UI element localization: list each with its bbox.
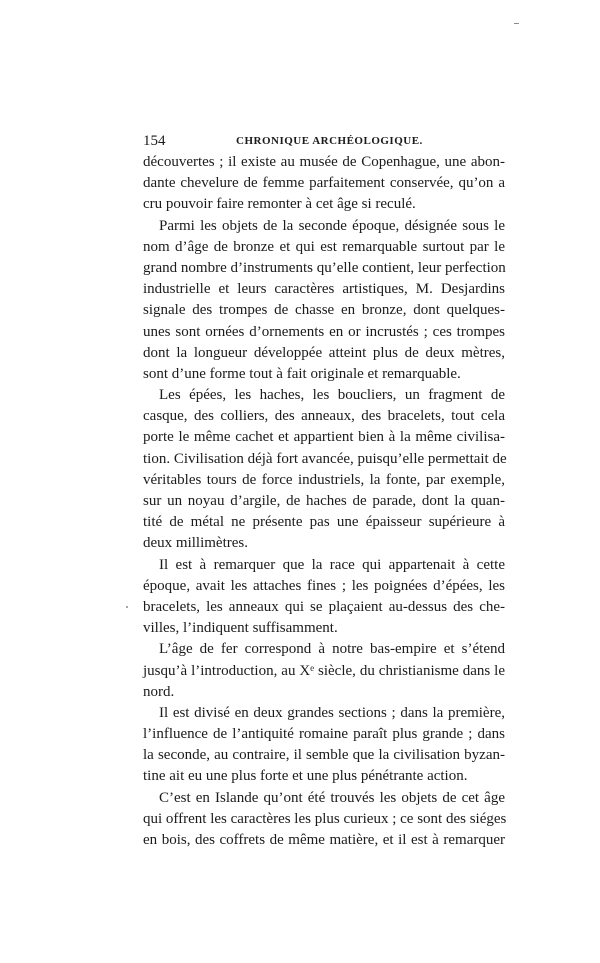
- text-line: découvertes ; il existe au musée de Copenhague, une abon-: [143, 154, 505, 170]
- page-mark: [514, 23, 519, 24]
- text-line: tion. Civilisation déjà fort avancée, puisqu’elle permettait de: [143, 450, 507, 467]
- running-title: CHRONIQUE ARCHÉOLOGIQUE.: [236, 135, 423, 147]
- text-line: grand nombre d’instruments qu’elle contient, leur perfection: [143, 259, 506, 276]
- text-line: dante chevelure de femme parfaitement conservée, qu’on a: [143, 175, 505, 192]
- text-line: véritables tours de force industriels, la fonte, par exemple,: [143, 471, 505, 488]
- text-line: bracelets, les anneaux qui se plaçaient au-dessus des che-: [143, 598, 505, 615]
- text-line: sur un noyau d’argile, de haches de parade, dont la quan-: [143, 493, 505, 509]
- text-line: époque, avait les attaches fines ; les poignées d’épées, les: [143, 577, 505, 594]
- text-line: en bois, des coffrets de même matière, et il est à remarquer: [143, 832, 505, 848]
- text-line: jusqu’à l’introduction, au Xᵉ siècle, du christianisme dans le: [143, 662, 505, 679]
- text-line: nord.: [143, 683, 175, 700]
- page-number: 154: [143, 133, 166, 149]
- text-line: unes sont ornées d’ornements en or incrustés ; ces trompes: [143, 323, 505, 340]
- text-line: nom d’âge de bronze et qui est remarquable surtout par le: [143, 238, 505, 255]
- text-line: la seconde, au contraire, il semble que la civilisation byzan-: [143, 747, 505, 764]
- text-line: cru pouvoir faire remonter à cet âge si reculé.: [143, 196, 416, 213]
- text-line: sont d’une forme tout à fait originale et remarquable.: [143, 365, 461, 382]
- text-line: C’est en Islande qu’ont été trouvés les objets de cet âge: [159, 789, 505, 806]
- text-line: tine ait eu une plus forte et une plus pénétrante action.: [143, 768, 468, 785]
- text-line: deux millimètres.: [143, 535, 248, 552]
- text-line: casque, des colliers, des anneaux, des bracelets, tout cela: [143, 408, 505, 425]
- text-line: tité de métal ne présente pas une épaisseur supérieure à: [143, 514, 505, 531]
- text-line: industrielle et leurs caractères artistiques, M. Desjardins: [143, 281, 505, 298]
- text-line: Les épées, les haches, les boucliers, un fragment de: [159, 387, 505, 404]
- text-line: Il est divisé en deux grandes sections ; dans la première,: [159, 704, 505, 721]
- text-line: qui offrent les caractères les plus curieux ; ce sont des siéges: [143, 810, 507, 827]
- text-line: Il est à remarquer que la race qui appartenait à cette: [159, 556, 505, 573]
- text-line: porte le même cachet et appartient bien à la même civilisa-: [143, 429, 505, 446]
- text-line: L’âge de fer correspond à notre bas-empire et s’étend: [159, 641, 505, 658]
- text-line: Parmi les objets de la seconde époque, désignée sous le: [159, 217, 505, 234]
- text-line: signale des trompes de chasse en bronze, dont quelques-: [143, 302, 505, 319]
- body-text: [143, 152, 505, 851]
- text-line: dont la longueur développée atteint plus de deux mètres,: [143, 344, 505, 361]
- page-header: [143, 131, 505, 151]
- text-line: l’influence de l’antiquité romaine paraît plus grande ; dans: [143, 726, 505, 743]
- text-line: villes, l’indiquent suffisamment.: [143, 620, 338, 637]
- page-speck: [126, 606, 128, 608]
